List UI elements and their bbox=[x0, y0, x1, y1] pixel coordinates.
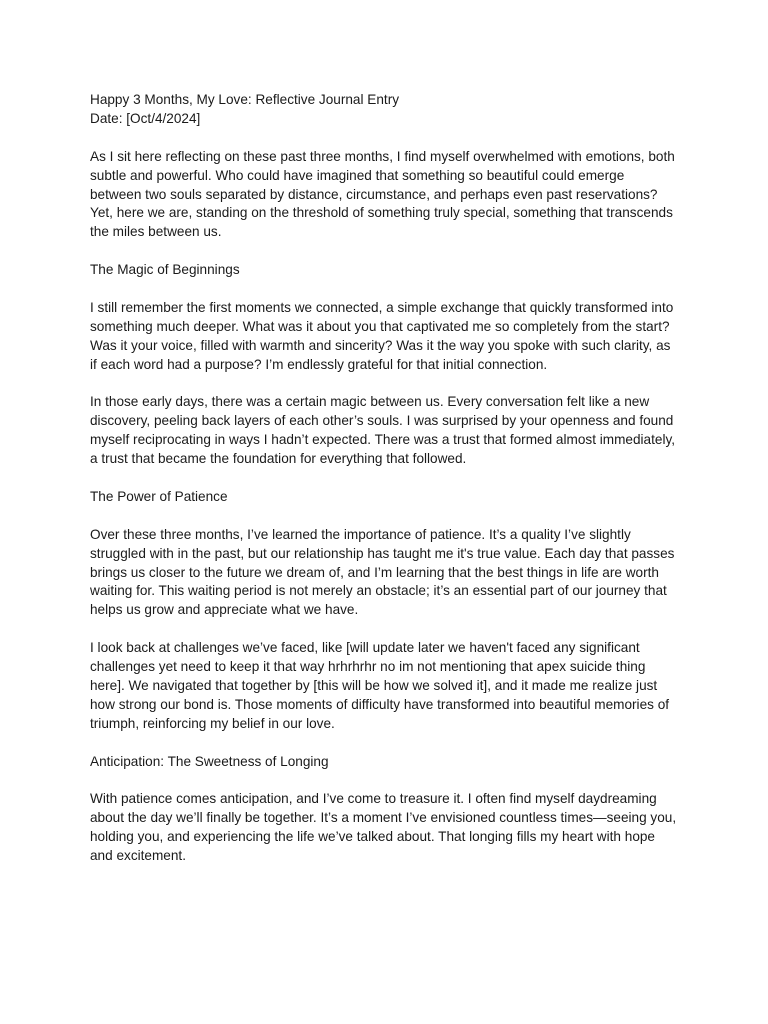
section-heading-power-of-patience: The Power of Patience bbox=[90, 488, 228, 504]
document-title: Happy 3 Months, My Love: Reflective Journal Entry bbox=[90, 92, 400, 107]
document-date: Date: [Oct/4/2024] bbox=[90, 110, 201, 126]
section-heading-magic-of-beginnings: The Magic of Beginnings bbox=[90, 262, 240, 278]
paragraph-challenges: I look back at challenges we’ve faced, like [will update later we haven't faced any significant challenges yet need to keep it that way hrhrhrhr no im not mentioning that apex suicide thing here]. We navigated that together by [this will be how we solved it], and it made me realize just how strong our bond is. Those moments of difficulty have transformed into beautiful memories of triumph, reinforcing my belief in our love. bbox=[90, 640, 673, 731]
intro-paragraph: As I sit here reflecting on these past three months, I find myself overwhelmed with emotions, both subtle and powerful. Who could have imagined that something so beautiful could emerge between two souls separated by distance, circumstance, and perhaps even past reservations? Yet, here we are, standing on the threshold of something truly special, something that transcends the miles between us. bbox=[90, 148, 679, 240]
paragraph-early-days: In those early days, there was a certain magic between us. Every conversation felt like a new discovery, peeling back layers of each other’s souls. I was surprised by your openness and found myself reciprocating in ways I hadn’t expected. There was a trust that formed almost immediately, a trust that became the foundation for everything that followed. bbox=[90, 394, 679, 467]
section-heading-anticipation: Anticipation: The Sweetness of Longing bbox=[90, 753, 329, 769]
paragraph-importance-of-patience: Over these three months, I’ve learned the importance of patience. It’s a quality I’ve slightly struggled with in the past, but our relationship has taught me it's true value. Each day that passes brings us closer to the future we dream of, and I’m learning that the best things in life are worth waiting for. This waiting period is not merely an obstacle; it’s an essential part of our journey that helps us grow and appreciate what we have. bbox=[90, 526, 679, 618]
paragraph-sweetness-of-longing: With patience comes anticipation, and I’ve come to treasure it. I often find myself daydreaming about the day we’ll finally be together. It’s a moment I’ve envisioned countless times—seeing you, holding you, and experiencing the life we’ve talked about. That longing fills my heart with hope and excitement. bbox=[90, 791, 680, 864]
document-header bbox=[90, 91, 678, 129]
paragraph-first-moments: I still remember the first moments we connected, a simple exchange that quickly transformed into something much deeper. What was it about you that captivated me so completely from the start? Was it your voice, filled with warmth and sincerity? Was it the way you spoke with such clarity, as if each word had a purpose? I’m endlessly grateful for that initial connection. bbox=[90, 299, 678, 372]
